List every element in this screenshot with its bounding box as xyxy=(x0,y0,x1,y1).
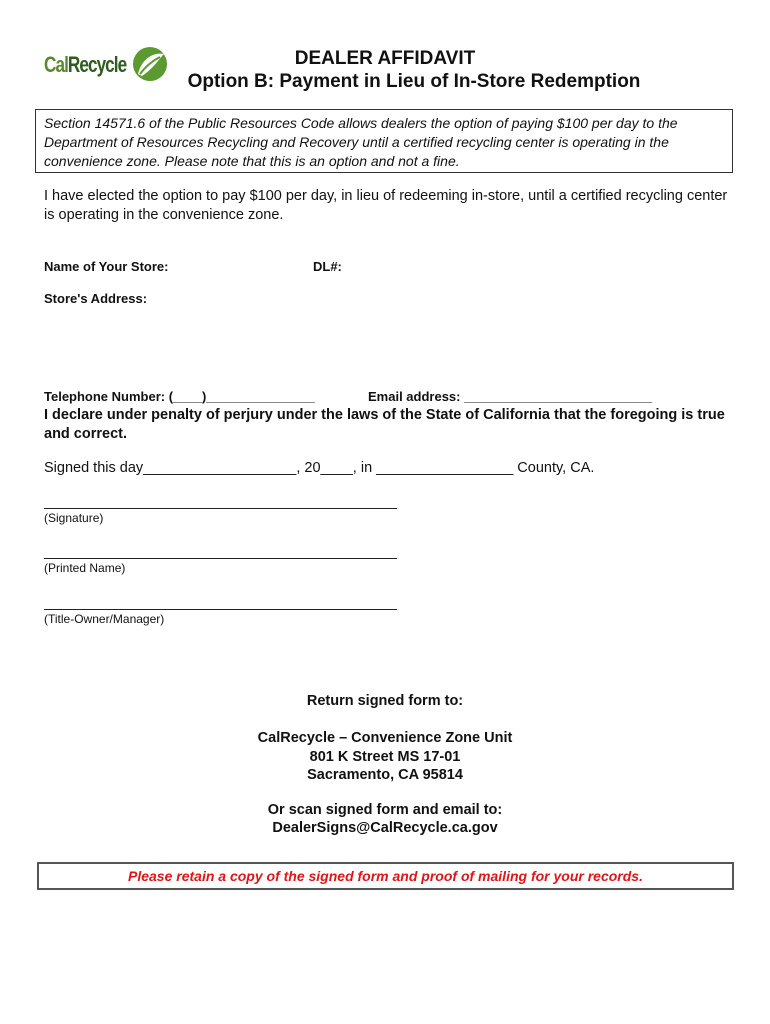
signature-line[interactable] xyxy=(44,508,397,509)
retain-copy-notice: Please retain a copy of the signed form and proof of mailing for your records. xyxy=(37,862,734,890)
return-heading: Return signed form to: xyxy=(306,693,464,709)
election-statement: I have elected the option to pay $100 per day, in lieu of redeeming in-store, until a certified recycling center is operating in the convenience zone. xyxy=(44,188,728,223)
email-heading: Or scan signed form and email to: xyxy=(267,802,503,818)
logo-wordmark: CalRecycle xyxy=(44,52,127,77)
page-subtitle: Option B: Payment in Lieu of In-Store Redemption xyxy=(187,71,641,92)
store-address-field[interactable]: Store's Address: xyxy=(44,291,148,306)
return-street: 801 K Street MS 17-01 xyxy=(309,749,461,765)
return-email-link[interactable]: DealerSigns@CalRecycle.ca.gov xyxy=(272,820,498,836)
telephone-field[interactable]: Telephone Number: (____)_______________ xyxy=(44,389,315,404)
printed-name-line[interactable] xyxy=(44,558,397,559)
store-name-field[interactable]: Name of Your Store: xyxy=(44,259,169,274)
perjury-declaration: I declare under penalty of perjury under the laws of the State of California that the foregoing is true and correct. xyxy=(44,407,725,442)
return-city: Sacramento, CA 95814 xyxy=(307,767,463,783)
dl-number-field[interactable]: DL#: xyxy=(313,259,342,274)
email-field[interactable]: Email address: __________________________ xyxy=(368,389,653,404)
printed-name-label: (Printed Name) xyxy=(44,561,126,575)
section-notice-box: Section 14571.6 of the Public Resources Code allows dealers the option of paying $100 per day to the Department of Resources Recycling and Recovery until a certified recycling center is operating in the convenience zone. Please note that this is an option and not a fine. xyxy=(35,109,733,173)
return-org: CalRecycle – Convenience Zone Unit xyxy=(257,730,513,746)
signed-date-location-field[interactable]: Signed this day___________________, 20____, in _________________ County, CA. xyxy=(44,460,595,476)
signature-label: (Signature) xyxy=(44,511,104,525)
title-label: (Title-Owner/Manager) xyxy=(44,612,165,626)
page-title: DEALER AFFIDAVIT xyxy=(294,48,476,69)
title-line[interactable] xyxy=(44,609,397,610)
